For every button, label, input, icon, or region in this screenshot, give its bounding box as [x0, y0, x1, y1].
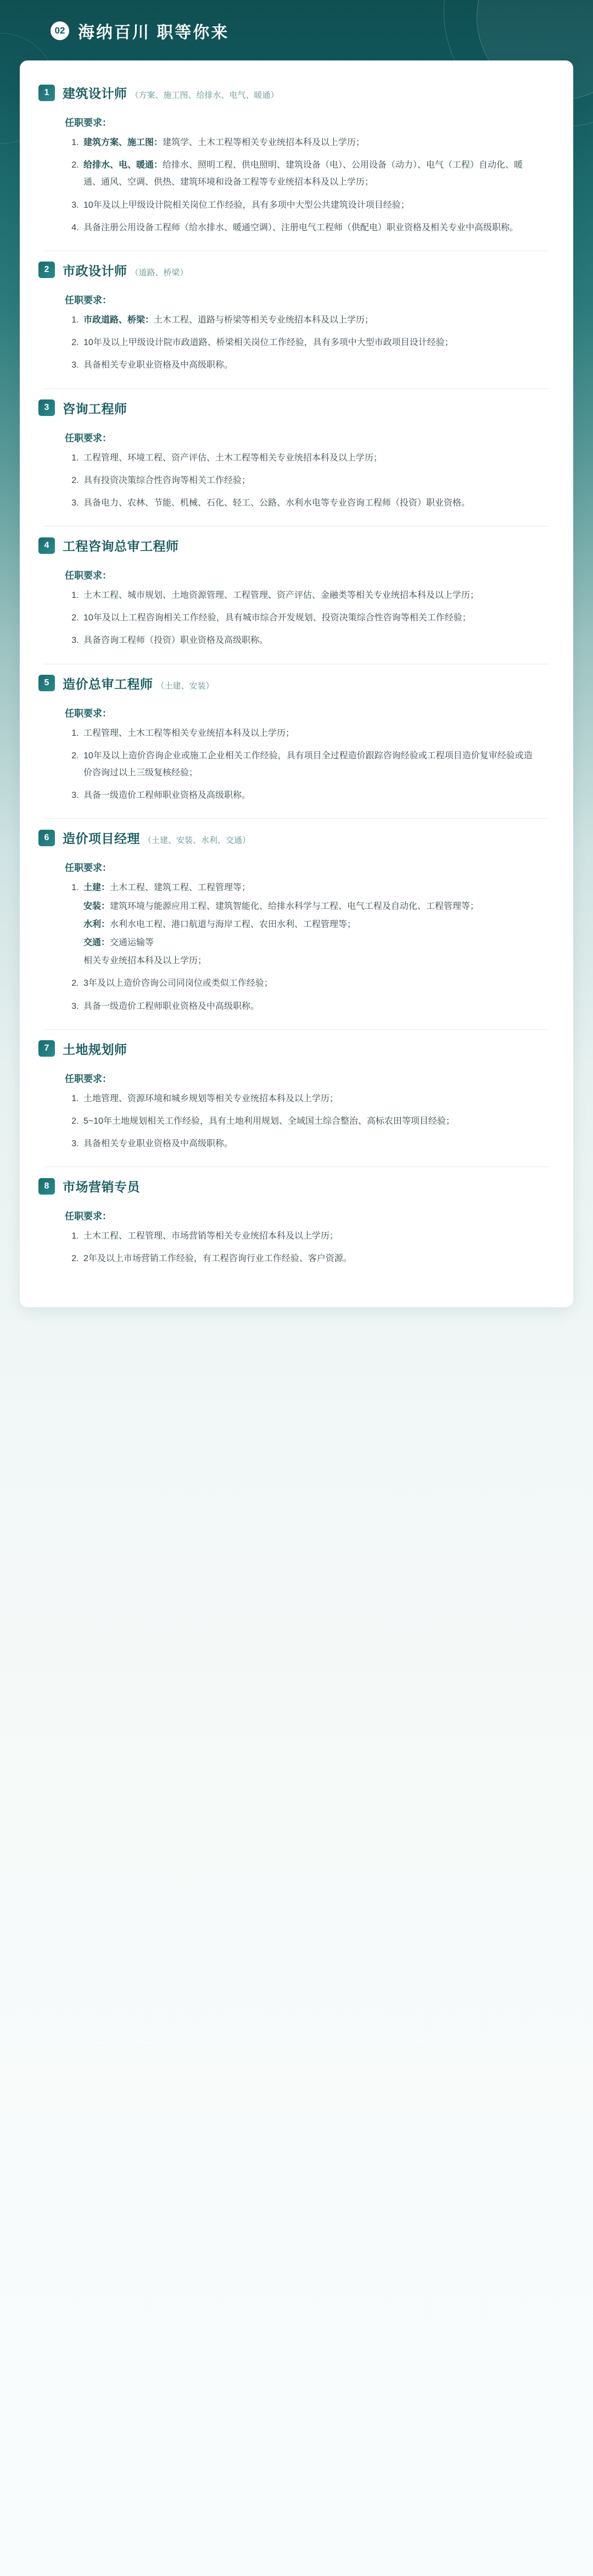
job-divider — [44, 388, 549, 389]
section-header — [0, 0, 593, 42]
requirement-key: 建筑方案、施工图： — [83, 138, 163, 147]
requirement-label: 任职要求： — [65, 708, 111, 719]
job-header — [38, 532, 555, 556]
requirement-key: 安装： — [83, 901, 110, 911]
job-subtitle: （土建、安装） — [156, 681, 214, 691]
requirement-line — [83, 357, 539, 374]
requirement-text: 工程管理、土木工程等相关专业统招本科及以上学历； — [83, 728, 295, 738]
requirement-item — [81, 1113, 539, 1130]
requirement-text: 10年及以上甲级设计院市政道路、桥梁相关岗位工作经验，具有多项中大型市政项目设计经验； — [83, 338, 454, 348]
requirement-key: 水利： — [83, 919, 110, 929]
requirement-text: 工程管理、环境工程、资产评估、土木工程等相关专业统招本科及以上学历； — [83, 453, 383, 463]
requirement-key: 交通： — [83, 937, 110, 947]
requirement-line — [83, 725, 539, 742]
requirement-item — [81, 495, 539, 512]
job-title — [63, 261, 188, 279]
job-title — [63, 829, 250, 847]
job-header — [38, 1173, 555, 1196]
job-block — [38, 1035, 555, 1168]
job-block — [38, 532, 555, 664]
requirement-line — [83, 609, 539, 626]
requirement-item — [81, 219, 539, 236]
requirement-line — [83, 495, 539, 512]
requirement-text: 土木工程、城市规划、土地资源管理、工程管理、资产评估、金融类等相关专业统招本科及以上学历； — [83, 591, 479, 601]
requirement-label: 任职要求： — [65, 432, 111, 443]
section-number-badge: 02 — [51, 21, 69, 40]
requirement-item — [81, 1228, 539, 1245]
requirement-item — [81, 1135, 539, 1152]
job-title-text: 市政设计师 — [63, 263, 127, 278]
requirement-list — [38, 312, 555, 374]
requirement-line — [83, 1250, 539, 1267]
requirement-label: 任职要求： — [65, 863, 111, 874]
job-title-text: 咨询工程师 — [63, 401, 127, 416]
requirement-label: 任职要求： — [65, 118, 111, 128]
job-block — [38, 257, 555, 389]
job-title-text: 工程咨询总审工程师 — [63, 539, 179, 554]
requirement-line — [83, 157, 539, 191]
requirement-line — [83, 998, 539, 1015]
job-header — [38, 670, 555, 693]
job-subtitle: （道路、桥梁） — [130, 268, 188, 277]
job-subtitle: （方案、施工图、给排水、电气、暖通） — [130, 91, 279, 100]
job-index-badge: 1 — [38, 85, 55, 101]
requirement-line — [83, 632, 539, 649]
requirement-line — [83, 219, 539, 236]
jobs-card — [20, 60, 573, 1307]
requirement-item — [81, 879, 539, 969]
job-block — [38, 824, 555, 1029]
job-index-badge: 8 — [38, 1178, 55, 1195]
requirement-text: 5~10年土地规划相关工作经验，具有土地利用规划、全域国土综合整治、高标农田等项目经验； — [83, 1116, 455, 1126]
job-title-text: 造价总审工程师 — [63, 676, 153, 691]
job-header — [38, 824, 555, 848]
job-index-badge: 6 — [38, 830, 55, 846]
requirement-label: 任职要求： — [65, 570, 111, 581]
requirement-item — [81, 449, 539, 467]
requirement-text: 10年及以上甲级设计院相关岗位工作经验，具有多项中大型公共建筑设计项目经验； — [83, 200, 410, 210]
job-title-text: 造价项目经理 — [63, 831, 140, 846]
requirement-line — [83, 334, 539, 351]
job-divider — [44, 1029, 549, 1030]
requirement-line — [83, 312, 539, 329]
requirement-item — [81, 1250, 539, 1267]
requirement-line — [83, 197, 539, 214]
requirement-line — [83, 587, 539, 604]
requirement-item — [81, 1090, 539, 1107]
requirement-item — [81, 587, 539, 604]
requirement-text: 土木工程、工程管理、市场营销等相关专业统招本科及以上学历； — [83, 1231, 339, 1241]
job-index-badge: 7 — [38, 1040, 55, 1057]
requirement-text: 水利水电工程、港口航道与海岸工程、农田水利、工程管理等； — [110, 919, 356, 929]
requirement-item — [81, 632, 539, 649]
requirement-item — [81, 725, 539, 742]
requirement-item — [81, 312, 539, 329]
requirement-item — [81, 998, 539, 1015]
requirement-text: 具备相关专业职业资格及中高级职称。 — [83, 360, 233, 370]
requirement-label: 任职要求： — [65, 1211, 111, 1222]
job-index-badge: 5 — [38, 675, 55, 691]
requirement-line — [83, 1135, 539, 1152]
requirement-text: 具有投资决策综合性咨询等相关工作经验； — [83, 475, 251, 485]
job-divider — [44, 818, 549, 819]
requirement-list — [38, 1090, 555, 1153]
requirement-line — [83, 975, 539, 992]
job-index-badge: 2 — [38, 262, 55, 278]
requirement-line — [83, 1090, 539, 1107]
requirement-text: 土地管理、资源环境和城乡规划等相关专业统招本科及以上学历； — [83, 1093, 339, 1103]
requirement-text: 给排水、照明工程、供电照明、建筑设备（电）、公用设备（动力）、电气（工程）自动化、暖通、通风、空调、供热、建筑环境和设备工程等专业统招本科及以上学历； — [83, 160, 523, 187]
requirement-text: 具备一级造价工程师职业资格及高级职称。 — [83, 791, 251, 801]
requirement-line — [83, 916, 539, 933]
job-block — [38, 670, 555, 819]
requirement-text: 具备注册公用设备工程师（给水排水、暖通空调）、注册电气工程师（供配电）职业资格及相关专业中高级职称。 — [83, 223, 519, 232]
requirement-line — [83, 449, 539, 467]
requirement-text: 土木工程、建筑工程、工程管理等； — [110, 883, 251, 893]
job-title — [63, 84, 279, 102]
job-title — [63, 1177, 140, 1195]
requirement-line — [83, 1228, 539, 1245]
job-block — [38, 1173, 555, 1267]
job-title — [63, 399, 127, 417]
job-header — [38, 395, 555, 418]
job-index-badge: 4 — [38, 537, 55, 554]
requirement-line — [83, 879, 539, 896]
requirement-list — [38, 1228, 555, 1267]
requirement-key: 市政道路、桥梁： — [83, 315, 154, 325]
requirement-item — [81, 134, 539, 151]
requirement-line — [83, 134, 539, 151]
job-subtitle: （土建、安装、水利、交通） — [143, 836, 251, 846]
job-title — [63, 536, 179, 554]
requirement-item — [81, 197, 539, 214]
requirement-line — [83, 787, 539, 804]
requirement-label: 任职要求： — [65, 1073, 111, 1084]
requirement-label: 任职要求： — [65, 295, 111, 306]
requirement-item — [81, 334, 539, 351]
job-index-badge: 3 — [38, 399, 55, 416]
requirement-text: 具备一级造价工程师职业资格及中高级职称。 — [83, 1001, 260, 1011]
requirement-text: 具备相关专业职业资格及中高级职称。 — [83, 1139, 233, 1149]
job-block — [38, 395, 555, 527]
requirement-list — [38, 134, 555, 236]
requirement-item — [81, 747, 539, 781]
job-title-text: 建筑设计师 — [63, 86, 127, 101]
requirement-text: 3年及以上造价咨询公司同岗位或类似工作经验； — [83, 979, 273, 989]
requirement-item — [81, 609, 539, 626]
job-block — [38, 79, 555, 251]
requirement-line — [83, 898, 539, 915]
requirement-list — [38, 879, 555, 1014]
requirement-text: 具备咨询工程师（投资）职业资格及高级职称。 — [83, 636, 268, 646]
requirement-text: 10年及以上工程咨询相关工作经验，具有城市综合开发规划、投资决策综合性咨询等相关工作经验； — [83, 613, 471, 623]
requirement-line — [83, 747, 539, 781]
requirement-text: 相关专业统招本科及以上学历； — [83, 956, 207, 966]
requirement-line — [83, 952, 539, 969]
requirement-item — [81, 472, 539, 489]
job-title — [63, 1040, 127, 1058]
requirement-item — [81, 357, 539, 374]
requirement-line — [83, 472, 539, 489]
requirement-key: 土建： — [83, 883, 110, 893]
requirement-item — [81, 157, 539, 191]
requirement-text: 2年及以上市场营销工作经验，有工程咨询行业工作经验、客户资源。 — [83, 1254, 352, 1264]
requirement-list — [38, 587, 555, 649]
section-title: 海纳百川 职等你来 — [78, 24, 230, 42]
requirement-text: 土木工程、道路与桥梁等相关专业统招本科及以上学历； — [154, 315, 374, 325]
job-header — [38, 257, 555, 280]
requirement-line — [83, 934, 539, 951]
requirement-key: 给排水、电、暖通： — [83, 160, 163, 170]
job-title — [63, 674, 214, 692]
requirement-list — [38, 725, 555, 804]
requirement-item — [81, 975, 539, 992]
requirement-list — [38, 449, 555, 512]
job-title-text: 土地规划师 — [63, 1042, 127, 1057]
jobs-list — [38, 79, 555, 1268]
requirement-item — [81, 787, 539, 804]
job-header — [38, 79, 555, 103]
requirement-text: 10年及以上造价咨询企业或施工企业相关工作经验，具有项目全过程造价跟踪咨询经验或工程项目造价复审经验或造价咨询过以上三级复核经验； — [83, 751, 533, 778]
requirement-line — [83, 1113, 539, 1130]
requirement-text: 建筑学、土木工程等相关专业统招本科及以上学历； — [163, 138, 365, 147]
job-title-text: 市场营销专员 — [63, 1180, 140, 1195]
requirement-text: 建筑环境与能源应用工程、建筑智能化、给排水科学与工程、电气工程及自动化、工程管理等； — [110, 901, 479, 911]
job-header — [38, 1035, 555, 1059]
requirement-text: 交通运输等 — [110, 937, 154, 947]
requirement-text: 具备电力、农林、节能、机械、石化、轻工、公路、水利水电等专业咨询工程师（投资）职业资格。 — [83, 498, 471, 508]
